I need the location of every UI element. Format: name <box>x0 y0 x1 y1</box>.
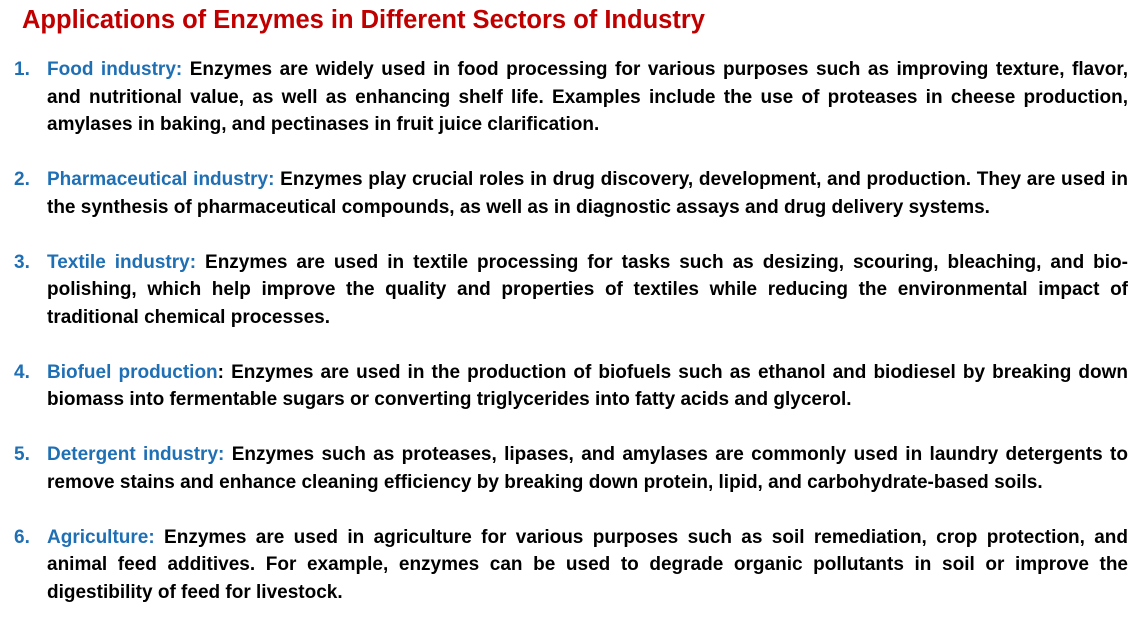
item-heading: Detergent industry: <box>47 444 225 465</box>
item-text: Enzymes are widely used in food processing for various purposes such as improving texture, flavor, and nutritional value, as well as enhancing shelf life. Examples include the use of proteases in cheese production, amylases in baking, and pectinases in fruit juice clarification. <box>47 59 1128 135</box>
item-heading: Agriculture: <box>47 526 155 548</box>
item-number: 5. <box>14 444 30 465</box>
item-number: 3. <box>14 251 30 273</box>
item-number: 1. <box>14 59 30 80</box>
item-heading: Pharmaceutical industry: <box>47 169 275 190</box>
item-heading: Biofuel production <box>47 361 218 383</box>
list-item-biofuel-production <box>0 359 1144 414</box>
list-item-detergent-industry <box>0 441 1144 496</box>
item-number: 4. <box>14 361 30 383</box>
page-title: Applications of Enzymes in Different Sectors of Industry <box>22 6 705 34</box>
item-text: Enzymes are used in agriculture for various purposes such as soil remediation, crop protection, and animal feed additives. For example, enzymes can be used to degrade organic pollutants in soil or improve the digestibility of feed for livestock. <box>47 526 1128 603</box>
list-item-food-industry <box>0 56 1144 139</box>
item-number: 6. <box>14 526 30 548</box>
item-text: Enzymes play crucial roles in drug discovery, development, and production. They are used in the synthesis of pharmaceutical compounds, as well as in diagnostic assays and drug delivery systems. <box>47 169 1128 218</box>
list-item-agriculture <box>0 524 1144 607</box>
list-item-pharmaceutical-industry <box>0 166 1144 221</box>
item-text: Enzymes are used in textile processing for tasks such as desizing, scouring, bleaching, and bio-polishing, which help improve the quality and properties of textiles while reducing the environmental impact of traditional chemical processes. <box>47 251 1128 328</box>
item-text: : Enzymes are used in the production of biofuels such as ethanol and biodiesel by breaking down biomass into fermentable sugars or converting triglycerides into fatty acids and glycerol. <box>47 361 1128 410</box>
item-heading: Food industry: <box>47 59 183 80</box>
item-text: Enzymes such as proteases, lipases, and amylases are commonly used in laundry detergents to remove stains and enhance cleaning efficiency by breaking down protein, lipid, and carbohydrate-based soils. <box>47 444 1128 493</box>
item-heading: Textile industry: <box>47 251 197 273</box>
list-item-textile-industry <box>0 249 1144 332</box>
item-number: 2. <box>14 169 30 190</box>
applications-list <box>0 56 1144 634</box>
